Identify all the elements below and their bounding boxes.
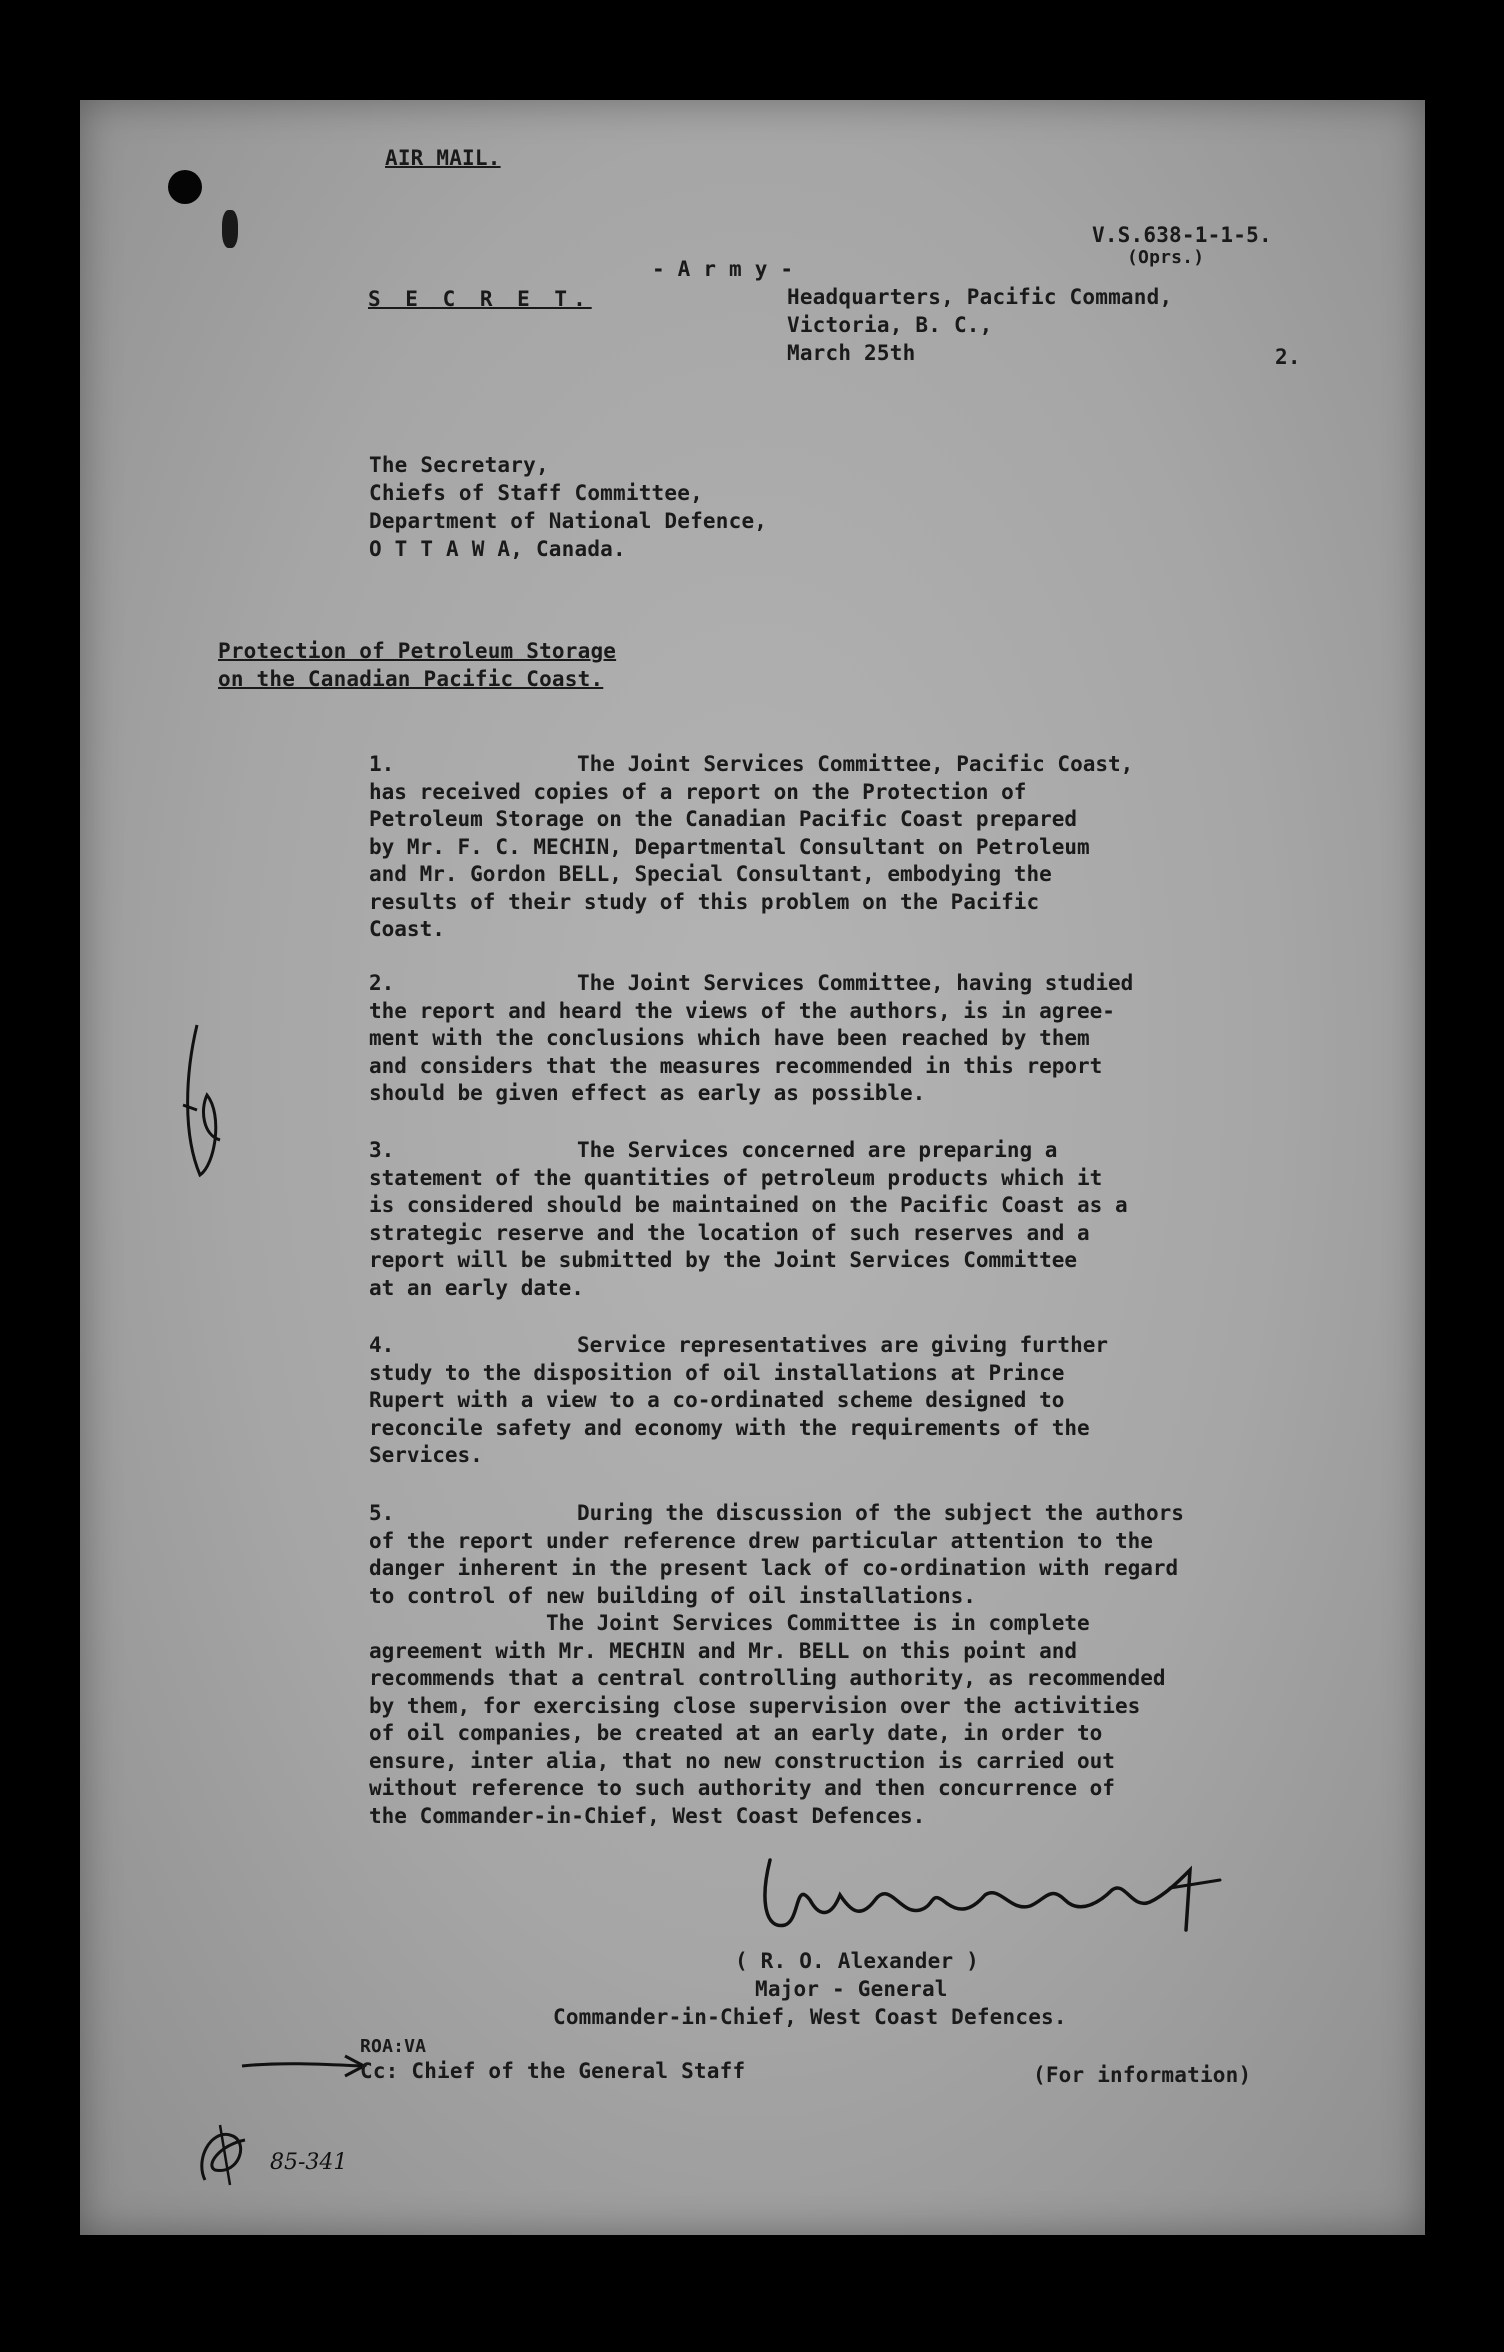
recipient-line-4: O T T A W A, Canada. [369, 537, 626, 561]
paragraph-3: 3. The Services concerned are preparing a statement of the quantities of petroleum products which it is considered should be maintained on the Pacific Coast as a strategic reserve and the location of such reserves and a report will be submitted by the Joint Services Committee at an early date. [369, 1138, 1128, 1300]
address-line-1: Headquarters, Pacific Command, [787, 285, 1173, 309]
file-reference: V.S.638-1-1-5. [1092, 223, 1272, 247]
air-mail-label: AIR MAIL. [385, 146, 501, 170]
paragraph-1: 1. The Joint Services Committee, Pacific Coast, has received copies of a report on the Protection of Petroleum Storage on the Canadian Pacific Coast prepared by Mr. F. C. MECHIN, Departmental Consultant on Petroleum and Mr. Gordon BELL, Special Consultant, embodying the results of their study of this problem on the Pacific Coast. [369, 752, 1134, 941]
handwritten-reference-number: 85-341 [270, 2150, 348, 2175]
cc-note: (For information) [1033, 2063, 1252, 2087]
address-line-2: Victoria, B. C., [787, 313, 993, 337]
bottom-handwritten-mark [190, 2120, 280, 2190]
handwritten-signature [740, 1840, 1240, 1950]
date-suffix: 2. [1275, 345, 1301, 369]
margin-initials-mark [175, 1015, 245, 1185]
recipient-line-3: Department of National Defence, [369, 509, 768, 533]
recipient-line-1: The Secretary, [369, 453, 549, 477]
signatory-rank: Major - General [755, 1977, 948, 2001]
paragraph-2: 2. The Joint Services Committee, having studied the report and heard the views of the authors, is in agree- ment with the conclusions which have been reached by them and considers that the measures recommended in this report should be given effect as early as possible. [369, 971, 1134, 1105]
punch-hole-mark [168, 170, 202, 204]
signatory-name: ( R. O. Alexander ) [735, 1949, 980, 1973]
classification-secret: S E C R E T. [368, 287, 592, 311]
subject-line-2: on the Canadian Pacific Coast. [218, 667, 604, 691]
arrow-icon [240, 2052, 370, 2082]
recipient-line-2: Chiefs of Staff Committee, [369, 481, 703, 505]
paragraph-5: 5. During the discussion of the subject the authors of the report under reference drew particular attention to the danger inherent in the present lack of co-ordination with regard to control of new building of oil installations. The Joint Services Committee is in complete agreement with Mr. MECHIN and Mr. BELL on this point and recommends that a central controlling authority, as recommended by them, for exercising close supervision over the activities of oil companies, be created at an early date, in order to ensure, inter alia, that no new construction is carried out without reference to such authority and then concurrence of the Commander-in-Chief, West Coast Defences. [369, 1501, 1184, 1828]
address-date: March 25th [787, 341, 916, 365]
paragraph-4: 4. Service representatives are giving further study to the disposition of oil installations at Prince Rupert with a view to a co-ordinated scheme designed to reconcile safety and economy with the requirements of the Services. [369, 1333, 1109, 1467]
file-reference-sub: (Oprs.) [1127, 247, 1205, 268]
punch-hole-mark-small [222, 210, 238, 248]
signatory-title: Commander-in-Chief, West Coast Defences. [553, 2005, 1067, 2029]
subject-line-1: Protection of Petroleum Storage [218, 639, 617, 663]
service-army: - A r m y - [652, 257, 794, 281]
typist-initials: ROA:VA [360, 2036, 427, 2057]
cc-line: Cc: Chief of the General Staff [360, 2059, 746, 2083]
